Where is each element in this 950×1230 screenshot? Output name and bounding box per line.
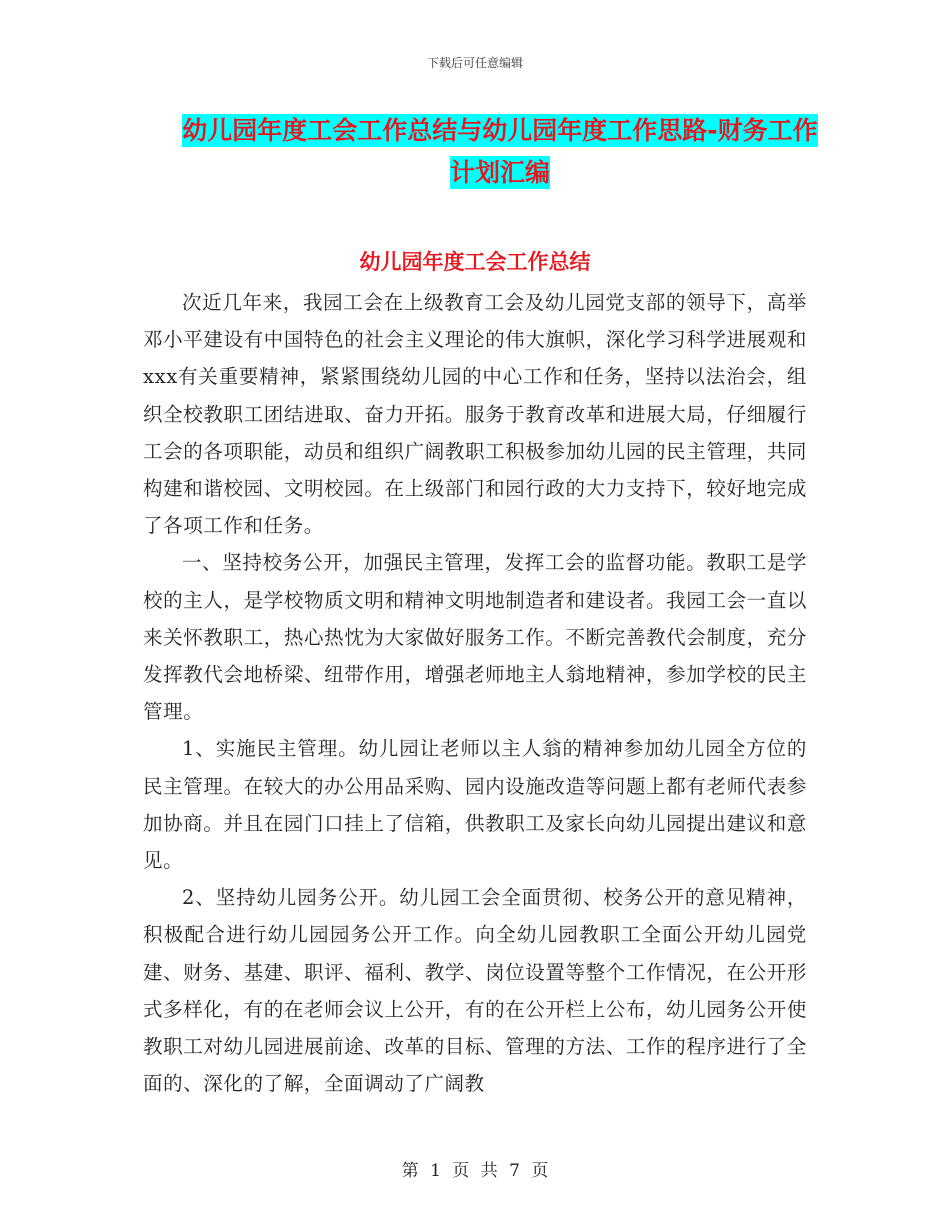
page-header-note: 下载后可任意编辑	[426, 56, 523, 70]
page-number-footer: 第 1 页 共 7 页	[401, 1161, 549, 1181]
section-title: 幼儿园年度工会工作总结	[359, 250, 591, 274]
body-paragraph: 2、坚持幼儿园务公开。幼儿园工会全面贯彻、校务公开的意见精神，积极配合进行幼儿园园务公开工作。向全幼儿园教职工全面公开幼儿园党建、财务、基建、职评、福利、教学、岗位设置等整个工作情况，在公开形式多样化，有的在老师会议上公开，有的在公开栏上公布，幼儿园务公开使教职工对幼儿园进展前途、改革的目标、管理的方法、工作的程序进行了全面的、深化的了解，全面调动了广阔教	[143, 886, 807, 1096]
body-paragraph: 一、坚持校务公开，加强民主管理，发挥工会的监督功能。教职工是学校的主人，是学校物质文明和精神文明地制造者和建设者。我园工会一直以来关怀教职工，热心热忱为大家做好服务工作。不断完善教代会制度，充分发挥教代会地桥梁、纽带作用，增强老师地主人翁地精神，参加学校的民主管理。	[143, 551, 807, 724]
document-title-text: 幼儿园年度工会工作总结与幼儿园年度工作思路-财务工作计划汇编	[182, 116, 818, 187]
body-paragraph: 次近几年来，我园工会在上级教育工会及幼儿园党支部的领导下，高举邓小平建设有中国特色的社会主义理论的伟大旗帜，深化学习科学进展观和xxx有关重要精神，紧紧围绕幼儿园的中心工作和任务，坚持以法治会，组织全校教职工团结进取、奋力开拓。服务于教育改革和进展大局，仔细履行工会的各项职能，动员和组织广阔教职工积极参加幼儿园的民主管理，共同构建和谐校园、文明校园。在上级部门和园行政的大力支持下，较好地完成了各项工作和任务。	[143, 291, 807, 538]
body-paragraph: 1、实施民主管理。幼儿园让老师以主人翁的精神参加幼儿园全方位的民主管理。在较大的办公用品采购、园内设施改造等问题上都有老师代表参加协商。并且在园门口挂上了信箱，供教职工及家长向幼儿园提出建议和意见。	[143, 737, 807, 873]
document-body	[143, 284, 807, 1102]
document-title	[180, 110, 820, 194]
